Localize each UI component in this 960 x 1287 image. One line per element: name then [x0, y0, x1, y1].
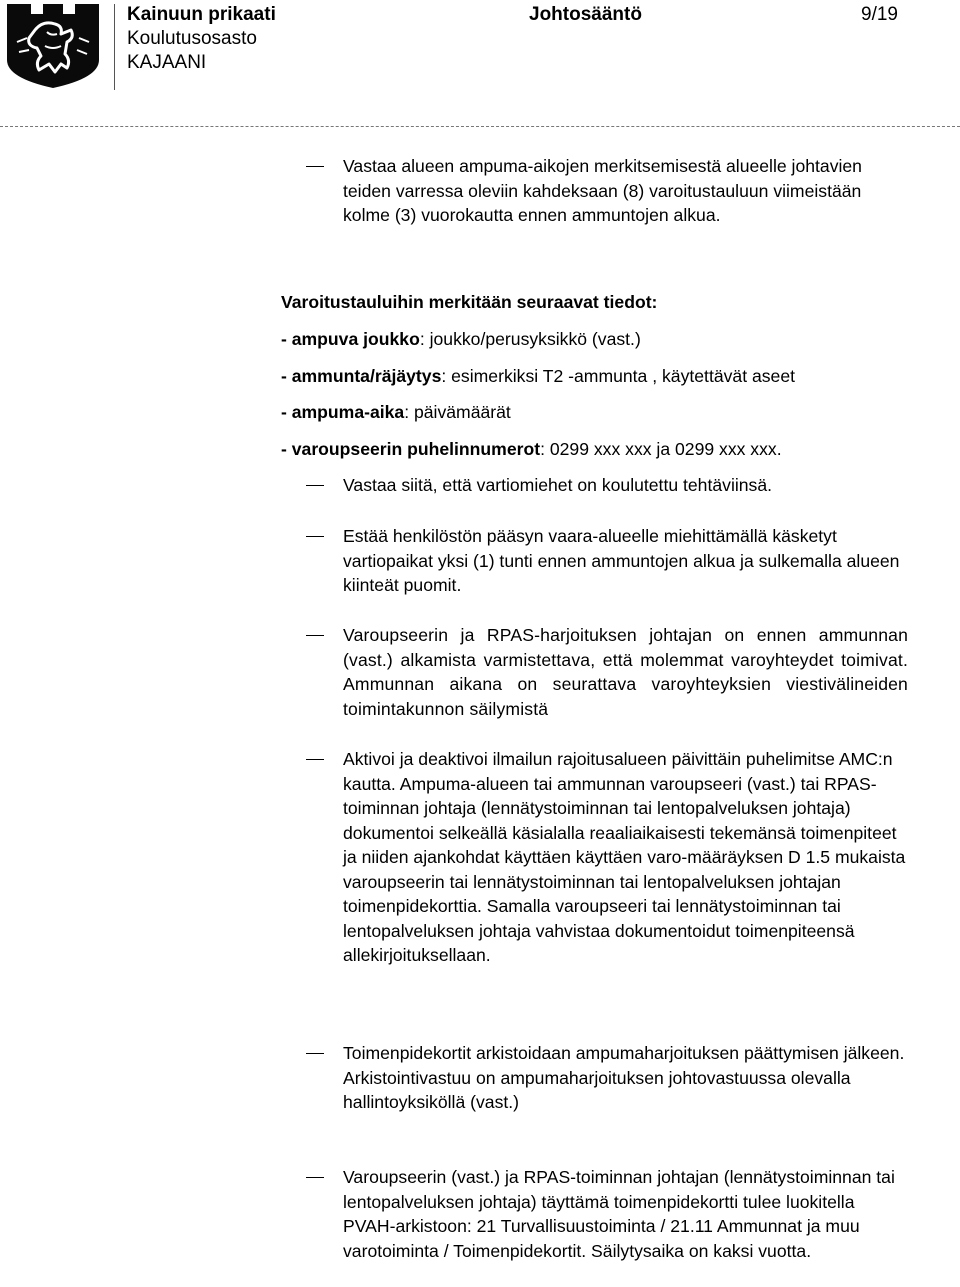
sign-info-row: - ampuma-aika: päivämäärät: [281, 402, 511, 422]
bullet-text: Estää henkilöstön pääsyn vaara-alueelle miehittämällä käsketyt vartiopaikat yksi (1) tunti ennen ammuntojen alkua ja sulkemalla alueen kiinteät puomit.: [343, 526, 900, 595]
bullet-item: [343, 524, 908, 598]
bullet-text: Vastaa siitä, että vartiomiehet on koulutettu tehtäviinsä.: [343, 475, 773, 495]
organization-name: Kainuun prikaati: [127, 4, 276, 25]
bullet-item: [343, 154, 908, 228]
sign-info-row: - ampuva joukko: joukko/perusyksikkö (vast.): [281, 329, 641, 349]
header-divider: [0, 126, 960, 127]
page-number: 9/19: [861, 4, 898, 25]
bullet-item: [343, 1165, 908, 1263]
dash-bullet-icon: [306, 759, 324, 760]
sign-info-heading: Varoitustauluihin merkitään seuraavat tiedot:: [281, 292, 658, 312]
dash-bullet-icon: [306, 166, 324, 167]
bullet-text: Varoupseerin ja RPAS-harjoituksen johtajan on ennen ammunnan (vast.) alkamista varmistettava, että molemmat varoyhteydet toimivat. Ammunnan aikana on seurattava varoyhteyksien viestivälineiden toimintakunnon säilymistä: [343, 625, 908, 719]
department-name: Koulutusosasto: [127, 28, 257, 49]
bullet-text: Aktivoi ja deaktivoi ilmailun rajoitusalueen päivittäin puhelimitse AMC:n kautta. Ampuma-alueen tai ammunnan varoupseeri (vast.) tai RPAS-toiminnan johtaja (lennätystoiminnan tai lentopalveluksen johtaja) dokumentoi selkeällä käsialalla reaaliaikaisesti tekemänsä toimenpiteet ja niiden ajankohdat käyttäen käyttäen varo-määräyksen D 1.5 mukaista varoupseerin tai lennätystoiminnan tai lentopalveluksen johtajan toimenpidekorttia. Samalla varoupseeri tai lennätystoiminnan tai lentopalveluksen johtaja vahvistaa dokumentoidut toimenpiteensä allekirjoituksellaan.: [343, 749, 906, 965]
bullet-text: Toimenpidekortit arkistoidaan ampumaharjoituksen päättymisen jälkeen. Arkistointivastuu on ampumaharjoituksen johtovastuussa olevalla hallintoyksiköllä (vast.): [343, 1043, 905, 1112]
bullet-item: [343, 473, 908, 498]
dash-bullet-icon: [306, 1177, 324, 1178]
document-title: Johtosääntö: [529, 4, 642, 25]
bullet-item: [343, 623, 908, 721]
dash-bullet-icon: [306, 635, 324, 636]
bullet-item: [343, 747, 908, 968]
dash-bullet-icon: [306, 1053, 324, 1054]
bullet-item: [343, 1041, 908, 1115]
city-name: KAJAANI: [127, 52, 207, 73]
dash-bullet-icon: [306, 536, 324, 537]
sign-info-row: - ammunta/räjäytys: esimerkiksi T2 -ammunta , käytettävät aseet: [281, 366, 796, 386]
bullet-text: Varoupseerin (vast.) ja RPAS-toiminnan johtajan (lennätystoiminnan tai lentopalveluksen johtaja) täyttämä toimenpidekortti tulee luokitella PVAH-arkistoon: 21 Turvallisuustoiminta / 21.11 Ammunnat ja muu varotoiminta / Toimenpidekortit. Säilytysaika on kaksi vuotta.: [343, 1167, 895, 1261]
coat-of-arms-lion-icon: [5, 2, 101, 90]
dash-bullet-icon: [306, 485, 324, 486]
sign-info-row: - varoupseerin puhelinnumerot: 0299 xxx xxx ja 0299 xxx xxx.: [281, 439, 782, 459]
bullet-text: Vastaa alueen ampuma-aikojen merkitsemisestä alueelle johtavien teiden varressa oleviin kahdeksaan (8) varoitustauluun viimeistään kolme (3) vuorokautta ennen ammuntojen alkua.: [343, 156, 862, 225]
header-separator: [114, 4, 115, 90]
